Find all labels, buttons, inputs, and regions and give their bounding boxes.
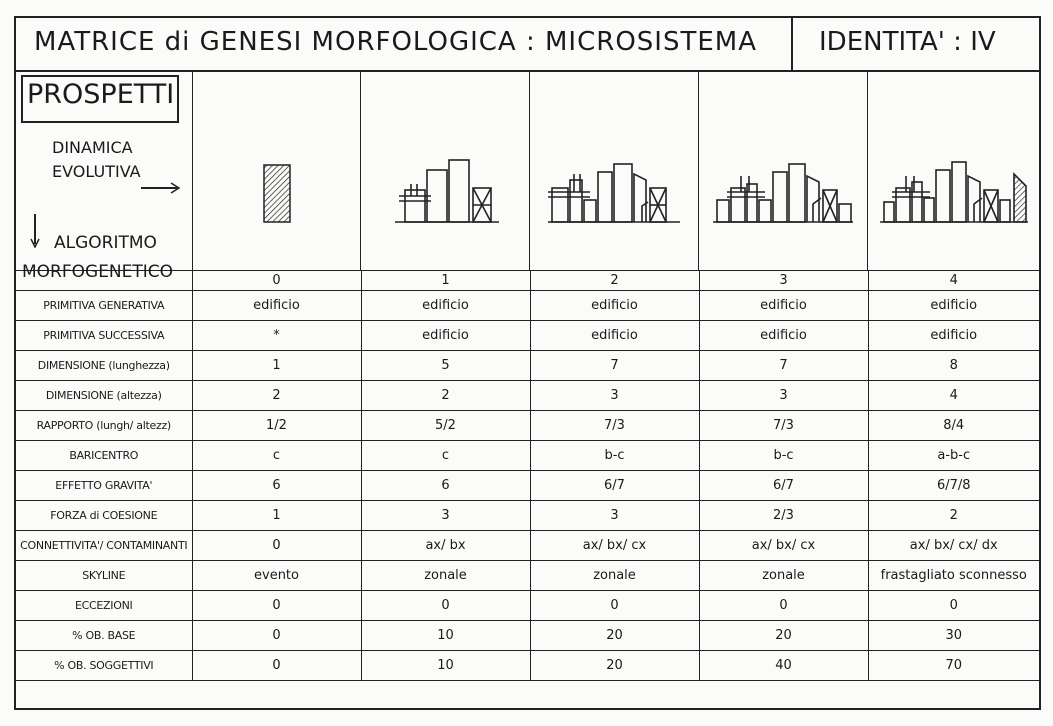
dinamica-evolutiva-label [52,136,141,184]
table-cell: a-b-c [868,441,1039,471]
row-label: FORZA di COESIONE [16,501,192,531]
table-cell: ax/ bx/ cx [530,531,699,561]
elevation-2 [530,70,699,270]
table-cell: edificio [699,321,868,351]
table-cell: edificio [530,321,699,351]
row-label: % OB. BASE [16,621,192,651]
column-index-0: 0 [192,271,361,291]
table-cell: ax/ bx/ cx/ dx [868,531,1039,561]
row-label: DIMENSIONE (lunghezza) [16,351,192,381]
table-cell: edificio [868,291,1039,321]
header-legend [16,70,193,270]
table-cell: 8/4 [868,411,1039,441]
row-label: EFFETTO GRAVITA' [16,471,192,501]
table-row [16,321,1039,351]
elevation-4 [868,70,1039,270]
row-label: % OB. SOGGETTIVI [16,651,192,681]
page-title: MATRICE di GENESI MORFOLOGICA : MICROSISTEMA [34,27,757,57]
table-row [16,651,1039,681]
elevation-0 [192,70,361,270]
table-cell: 7/3 [699,411,868,441]
table-cell: 1/2 [192,411,361,441]
column-index-1: 1 [361,271,530,291]
table-cell: 0 [699,591,868,621]
algoritmo-label: ALGORITMO [54,233,157,253]
table-cell: 1 [192,501,361,531]
table-cell: 2 [192,381,361,411]
row-label: BARICENTRO [16,441,192,471]
table-row [16,621,1039,651]
table-cell: ax/ bx [361,531,530,561]
table-cell: 3 [530,501,699,531]
table-cell: 6/7 [530,471,699,501]
table-cell: 3 [699,381,868,411]
table-cell: 0 [192,591,361,621]
table-cell: edificio [530,291,699,321]
table-row [16,351,1039,381]
table-cell: zonale [530,561,699,591]
table-row [16,501,1039,531]
table-cell: 40 [699,651,868,681]
table-cell: 2 [868,501,1039,531]
table-cell: b-c [699,441,868,471]
arrow-right-icon [141,182,181,194]
identity-label: IDENTITA' : IV [819,27,996,57]
table-cell: * [192,321,361,351]
table-cell: 6/7/8 [868,471,1039,501]
table-cell: 70 [868,651,1039,681]
table-cell: 10 [361,651,530,681]
table-cell: 3 [530,381,699,411]
table-cell: edificio [192,291,361,321]
table-cell: edificio [699,291,868,321]
column-index-3: 3 [699,271,868,291]
row-label: PRIMITIVA GENERATIVA [16,291,192,321]
table-cell: c [361,441,530,471]
table-cell: 0 [530,591,699,621]
table-cell: 7 [699,351,868,381]
row-label: DIMENSIONE (altezza) [16,381,192,411]
table-row [16,291,1039,321]
row-label: RAPPORTO (lungh/ altezz) [16,411,192,441]
table-cell: 0 [192,621,361,651]
row-label: PRIMITIVA SUCCESSIVA [16,321,192,351]
table-row [16,441,1039,471]
row-label: CONNETTIVITA'/ CONTAMINANTI [16,531,192,561]
table-row [16,531,1039,561]
column-index-row [16,271,1039,291]
table-cell: 0 [868,591,1039,621]
table-row [16,411,1039,441]
table-cell: edificio [868,321,1039,351]
table-cell: 30 [868,621,1039,651]
table-cell: 20 [530,651,699,681]
index-corner-cell [16,271,192,291]
prospetti-label: PROSPETTI [27,79,175,110]
table-cell: edificio [361,321,530,351]
table-cell: 0 [192,651,361,681]
table-cell: 0 [192,531,361,561]
elevations-header [16,70,1039,271]
table-cell: 20 [530,621,699,651]
table-cell: zonale [699,561,868,591]
table-cell: 2/3 [699,501,868,531]
morfogenetico-label: MORFOGENETICO [22,262,174,282]
table-row [16,561,1039,591]
table-cell: c [192,441,361,471]
row-label: SKYLINE [16,561,192,591]
elevation-1 [361,70,530,270]
table-cell: 7 [530,351,699,381]
column-index-2: 2 [530,271,699,291]
table-cell: 1 [192,351,361,381]
matrix-table [16,270,1039,681]
table-cell: 6 [361,471,530,501]
column-index-4: 4 [868,271,1039,291]
table-cell: 3 [361,501,530,531]
table-cell: edificio [361,291,530,321]
table-cell: evento [192,561,361,591]
table-cell: 0 [361,591,530,621]
table-cell: 10 [361,621,530,651]
table-cell: 7/3 [530,411,699,441]
title-row [16,18,1039,72]
table-cell: 6 [192,471,361,501]
table-cell: frastagliato sconnesso [868,561,1039,591]
row-label: ECCEZIONI [16,591,192,621]
dinamica-text: DINAMICA [52,138,133,157]
table-cell: ax/ bx/ cx [699,531,868,561]
table-cell: 5/2 [361,411,530,441]
table-cell: 2 [361,381,530,411]
table-row [16,591,1039,621]
evolutiva-text: EVOLUTIVA [52,162,141,181]
table-cell: 8 [868,351,1039,381]
table-row [16,381,1039,411]
elevation-3 [699,70,868,270]
table-cell: 20 [699,621,868,651]
table-cell: 5 [361,351,530,381]
table-cell: 6/7 [699,471,868,501]
matrix-sheet [14,16,1041,710]
table-cell: zonale [361,561,530,591]
table-row [16,471,1039,501]
table-cell: b-c [530,441,699,471]
identity-box [791,18,1043,70]
table-cell: 4 [868,381,1039,411]
arrow-down-icon [30,214,40,248]
prospetti-box [21,75,179,123]
